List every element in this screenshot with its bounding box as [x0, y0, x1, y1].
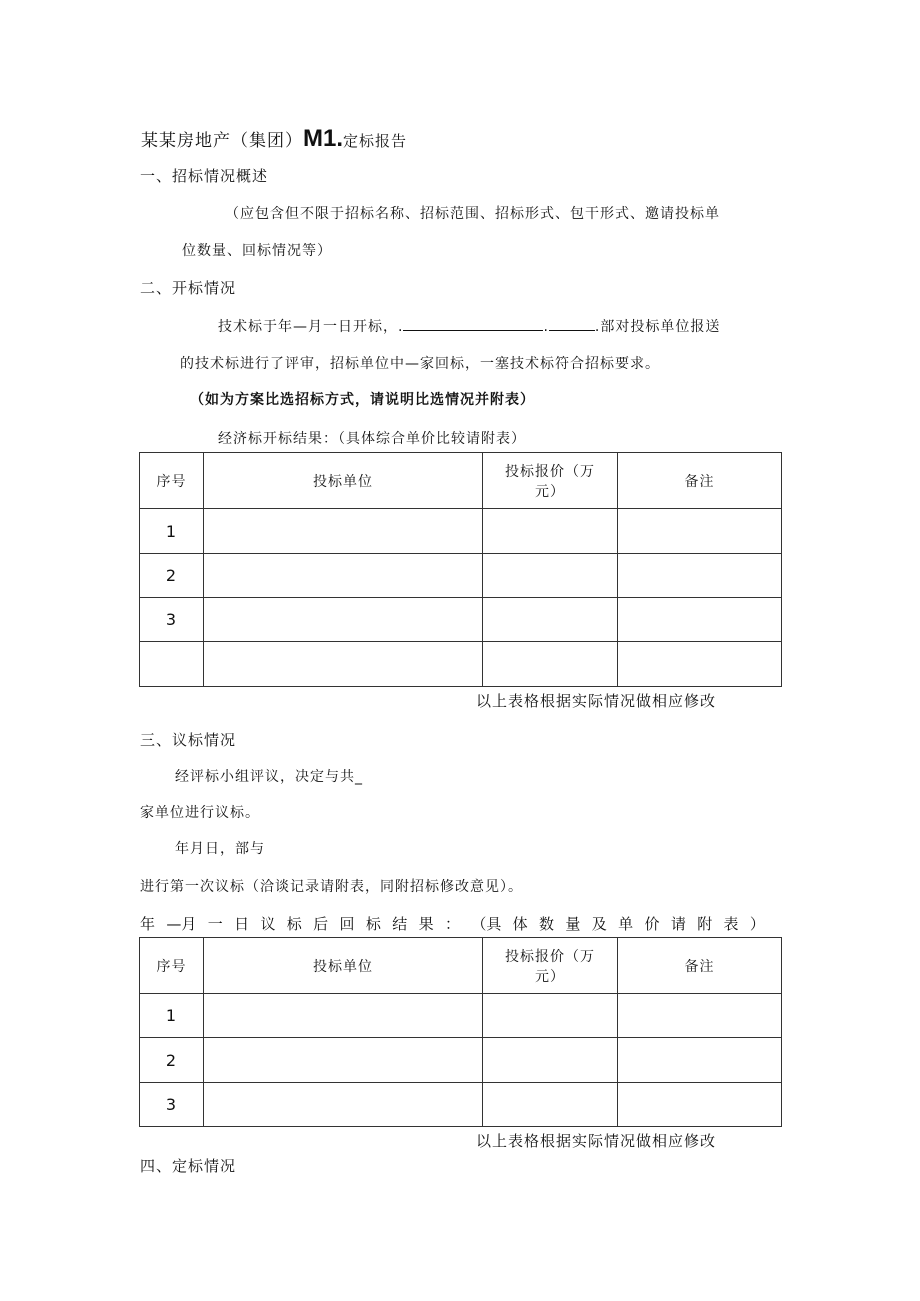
section1-desc-line2: 位数量、回标情况等） — [182, 243, 332, 259]
result-part: 标 — [286, 915, 302, 933]
result-part: 果 — [418, 915, 434, 933]
cell-remark — [618, 554, 782, 598]
cell-unit — [204, 1038, 483, 1083]
header-unit: 投标单位 — [204, 938, 483, 994]
row-seq: 1 — [140, 509, 204, 554]
negotiation-result-table — [139, 937, 782, 1127]
result-part: ） — [749, 915, 765, 933]
table-row — [140, 1083, 782, 1127]
header-price — [483, 453, 618, 509]
section3-line2: 家单位进行议标。 — [140, 805, 260, 821]
result-part: 一 — [207, 915, 223, 933]
cell-remark — [618, 509, 782, 554]
blank-dot-1: . — [398, 319, 404, 335]
cell-remark — [618, 1083, 782, 1127]
cell-price — [483, 994, 618, 1038]
result-part: 请 — [670, 915, 686, 933]
result-part: 数 — [539, 915, 555, 933]
cell-remark — [618, 1038, 782, 1083]
cell-remark — [618, 642, 782, 687]
table1-footnote: 以上表格根据实际情况做相应修改 — [476, 692, 717, 710]
result-part: 及 — [591, 915, 607, 933]
result-part: 表 — [723, 915, 739, 933]
row-seq — [140, 642, 204, 687]
blank-dot-2: . — [543, 319, 549, 335]
header-price-line2: 元） — [535, 968, 565, 985]
section2-line1-start: 技术标于年—月一日开标， — [218, 319, 398, 335]
result-part: —月 — [166, 915, 197, 933]
document-title — [141, 125, 407, 153]
result-part: 结 — [392, 915, 408, 933]
row-seq: 3 — [140, 1083, 204, 1127]
cell-price — [483, 554, 618, 598]
title-code: M1. — [303, 125, 344, 152]
section4-heading: 四、定标情况 — [140, 1157, 237, 1175]
blank-underline-1 — [403, 316, 543, 331]
result-part: 日 — [234, 915, 250, 933]
section3-heading: 三、议标情况 — [140, 731, 237, 749]
header-remark: 备注 — [618, 453, 782, 509]
header-price-line1: 投标报价（万 — [505, 948, 595, 965]
header-price-line1: 投标报价（万 — [505, 463, 595, 480]
header-seq: 序号 — [140, 938, 204, 994]
negotiation-result-label — [140, 913, 765, 934]
section3-line3: 年月日，部与 — [175, 841, 265, 857]
row-seq: 2 — [140, 1038, 204, 1083]
section2-line1 — [218, 316, 720, 336]
blank-underline-2 — [549, 316, 595, 331]
econ-result-label: 经济标开标结果：（具体综合单价比较请附表） — [218, 431, 526, 447]
result-part: 附 — [697, 915, 713, 933]
cell-price — [483, 509, 618, 554]
header-price-line2: 元） — [535, 483, 565, 500]
header-price — [483, 938, 618, 994]
row-seq: 3 — [140, 598, 204, 642]
result-part: 议 — [260, 915, 276, 933]
section2-note: （如为方案比选招标方式，请说明比选情况并附表） — [190, 392, 535, 408]
table-row — [140, 554, 782, 598]
bid-opening-table — [139, 452, 782, 687]
section1-heading: 一、招标情况概述 — [140, 167, 269, 185]
header-seq: 序号 — [140, 453, 204, 509]
cell-price — [483, 1038, 618, 1083]
result-part: 标 — [365, 915, 381, 933]
row-seq: 2 — [140, 554, 204, 598]
result-part: 单 — [618, 915, 634, 933]
table2-footnote: 以上表格根据实际情况做相应修改 — [476, 1132, 717, 1150]
result-part: 体 — [512, 915, 528, 933]
section2-heading: 二、开标情况 — [140, 279, 237, 297]
cell-unit — [204, 642, 483, 687]
header-unit: 投标单位 — [204, 453, 483, 509]
cell-remark — [618, 598, 782, 642]
result-part: 回 — [339, 915, 355, 933]
result-part: 价 — [644, 915, 660, 933]
cell-unit — [204, 554, 483, 598]
table-row — [140, 509, 782, 554]
table-row — [140, 1038, 782, 1083]
table-row — [140, 642, 782, 687]
result-part: （具 — [471, 915, 502, 933]
section2-line1-end: 部对投标单位报送 — [600, 319, 721, 335]
result-part: ： — [444, 915, 460, 933]
cell-unit — [204, 994, 483, 1038]
cell-price — [483, 598, 618, 642]
blank-dot-3: . — [594, 319, 601, 335]
row-seq: 1 — [140, 994, 204, 1038]
cell-price — [483, 1083, 618, 1127]
result-part: 后 — [313, 915, 329, 933]
table-header-row — [140, 938, 782, 994]
result-part: 量 — [565, 915, 581, 933]
section3-line4: 进行第一次议标（洽谈记录请附表，同附招标修改意见）。 — [140, 879, 523, 895]
section2-line2: 的技术标进行了评审，招标单位中—家回标，一塞技术标符合招标要求。 — [180, 356, 660, 372]
cell-unit — [204, 509, 483, 554]
table-header-row — [140, 453, 782, 509]
cell-unit — [204, 1083, 483, 1127]
cell-unit — [204, 598, 483, 642]
header-remark: 备注 — [618, 938, 782, 994]
table-row — [140, 994, 782, 1038]
section1-desc-line1: （应包含但不限于招标名称、招标范围、招标形式、包干形式、邀请投标单 — [225, 206, 720, 222]
title-prefix: 某某房地产（集团） — [141, 131, 303, 151]
table-row — [140, 598, 782, 642]
cell-price — [483, 642, 618, 687]
section3-line1: 经评标小组评议，决定与共_ — [175, 769, 363, 785]
result-part: 年 — [140, 915, 156, 933]
cell-remark — [618, 994, 782, 1038]
title-suffix: 定标报告 — [343, 132, 408, 150]
